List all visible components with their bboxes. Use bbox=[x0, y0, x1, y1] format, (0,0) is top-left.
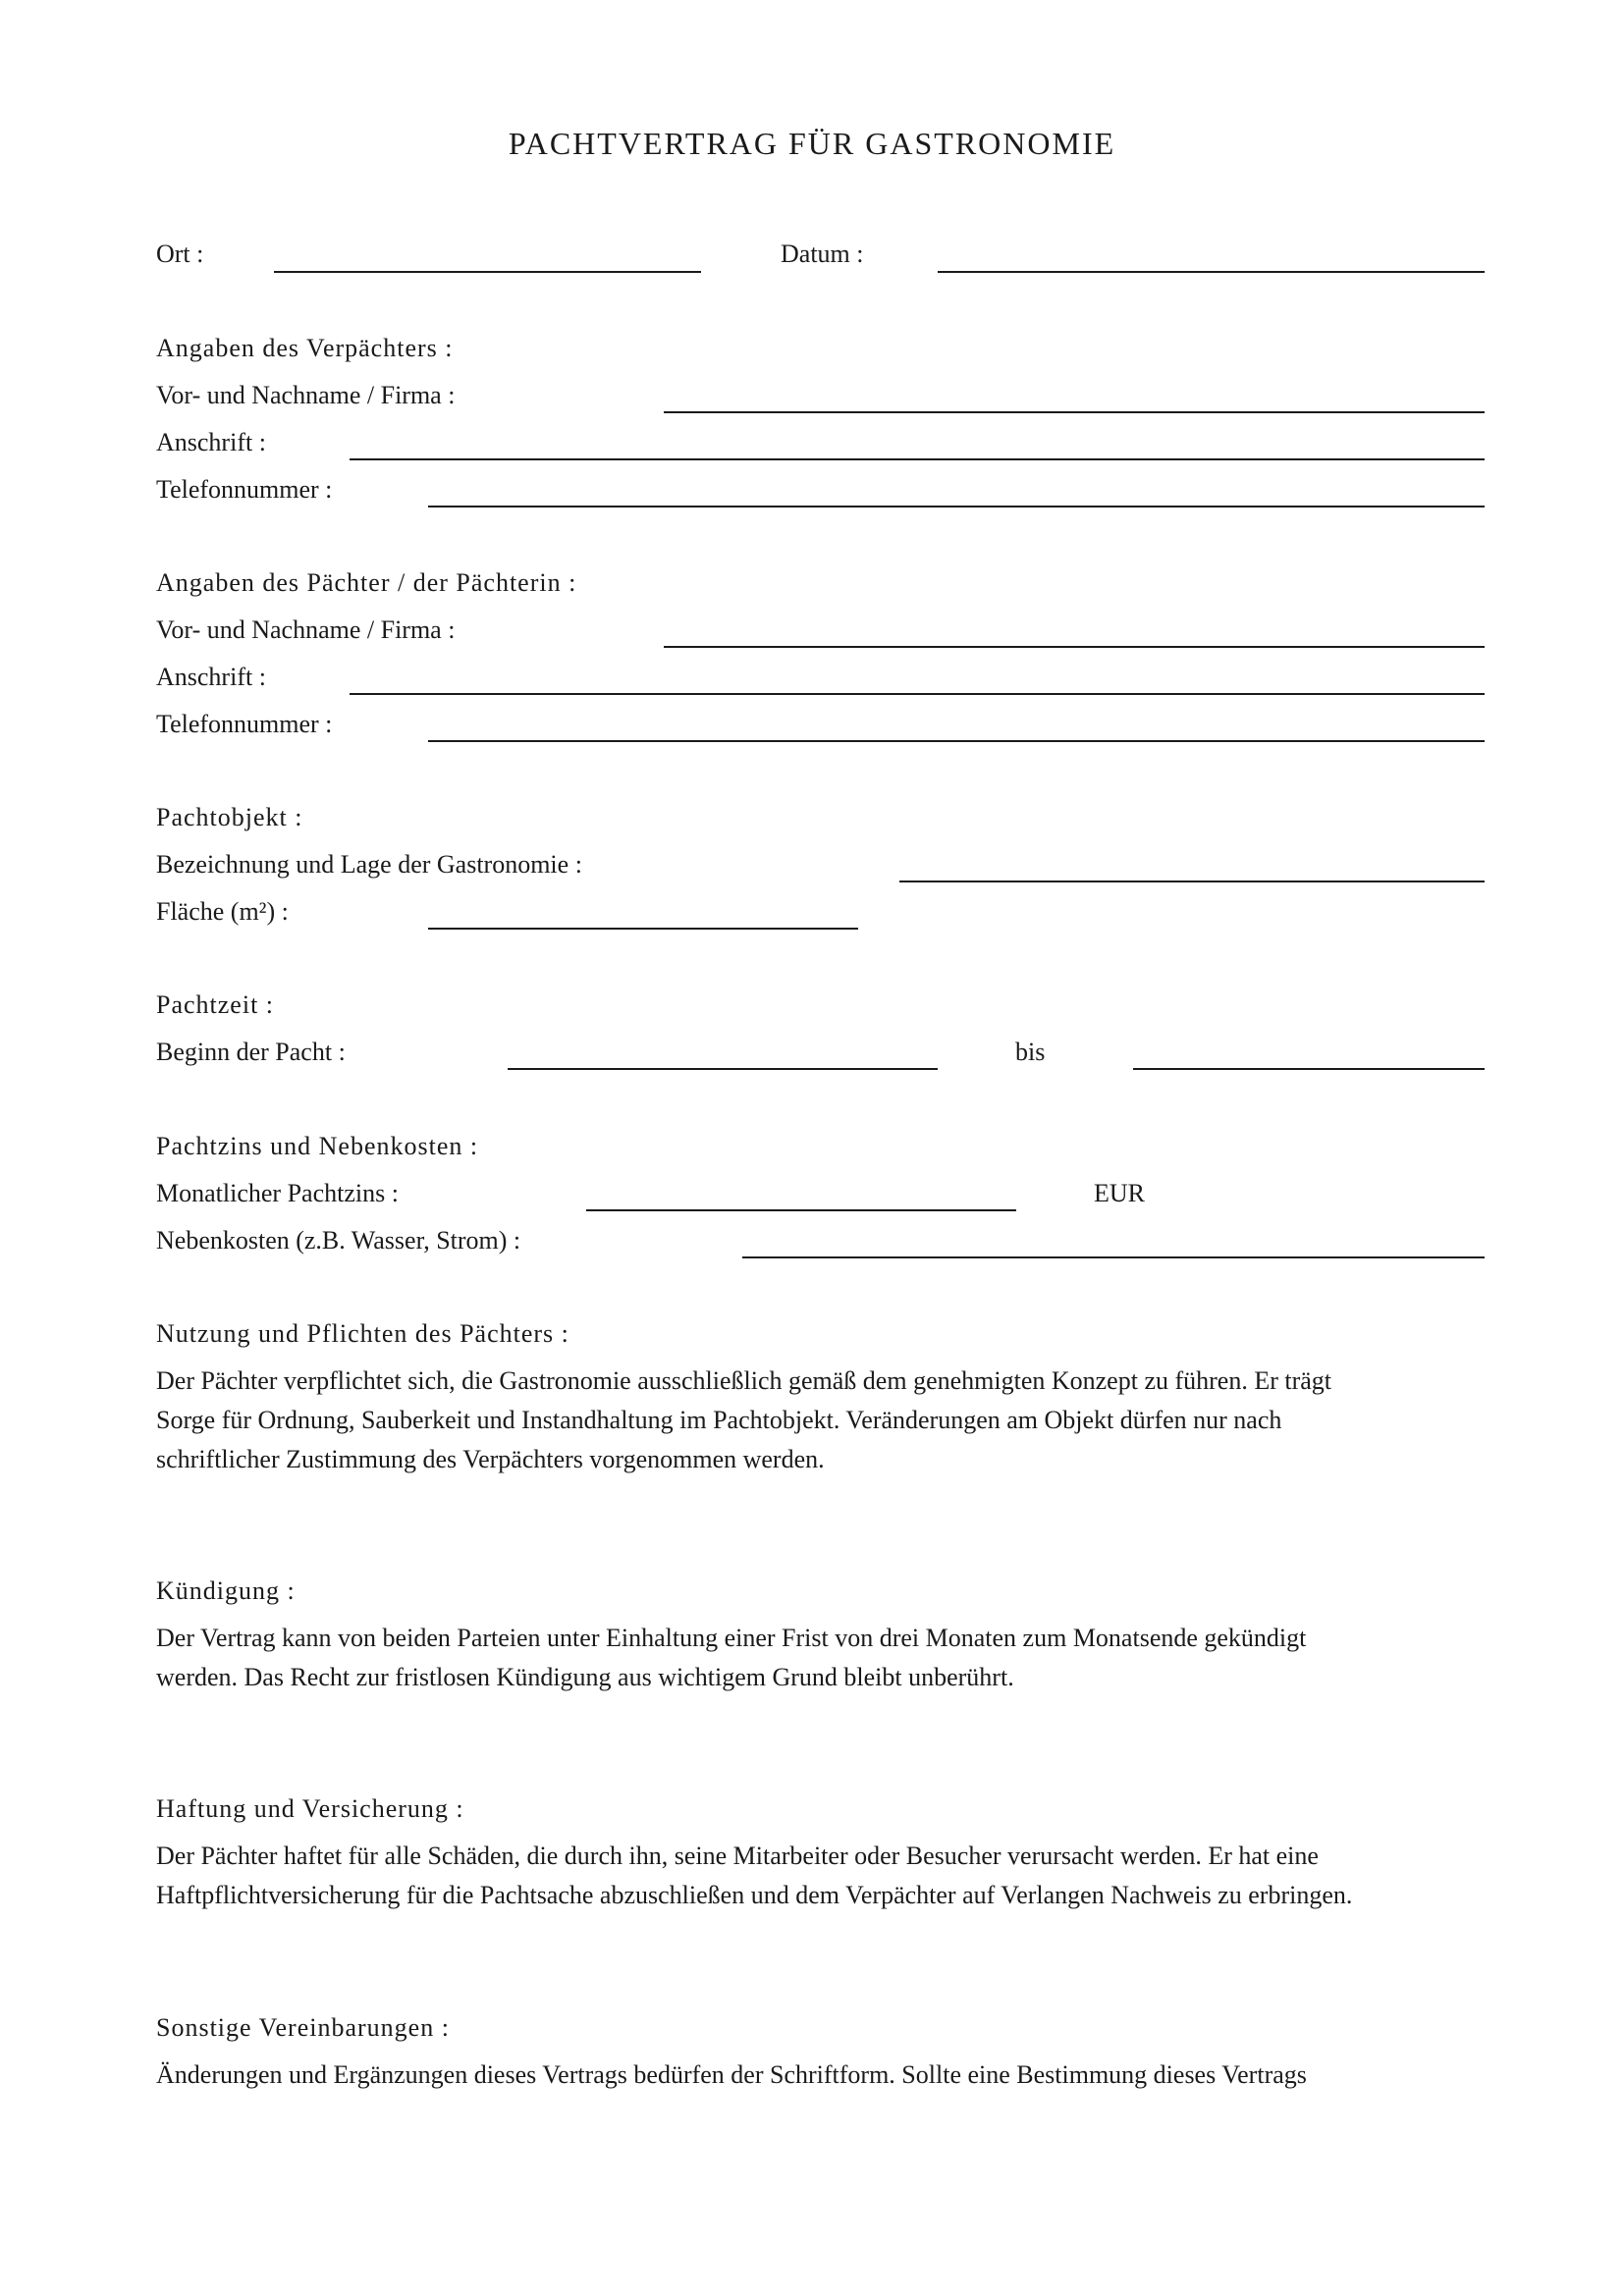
pachtzeit-heading: Pachtzeit : bbox=[156, 990, 275, 1019]
paechter-name-label: Vor- und Nachname / Firma : bbox=[156, 615, 456, 644]
paechter-anschrift-label: Anschrift : bbox=[156, 663, 266, 691]
nutzung-heading: Nutzung und Pflichten des Pächters : bbox=[156, 1319, 569, 1348]
datum-field[interactable] bbox=[938, 271, 1485, 273]
paragraph-line: werden. Das Recht zur fristlosen Kündigung aus wichtigem Grund bleibt unberührt. bbox=[156, 1663, 1014, 1691]
haftung-heading: Haftung und Versicherung : bbox=[156, 1794, 464, 1823]
verpaechter-heading: Angaben des Verpächters : bbox=[156, 334, 454, 362]
kuendigung-paragraph bbox=[156, 1619, 1531, 1697]
kuendigung-heading: Kündigung : bbox=[156, 1576, 296, 1605]
bis-label: bis bbox=[1015, 1038, 1046, 1066]
bezeichnung-label: Bezeichnung und Lage der Gastronomie : bbox=[156, 850, 582, 879]
document-title: PACHTVERTRAG FÜR GASTRONOMIE bbox=[508, 126, 1116, 161]
paechter-telefon-label: Telefonnummer : bbox=[156, 710, 333, 738]
flaeche-field[interactable] bbox=[428, 928, 858, 930]
datum-label: Datum : bbox=[781, 240, 864, 268]
paragraph-line: Der Pächter verpflichtet sich, die Gastronomie ausschließlich gemäß dem genehmigten Konzept zu führen. Er trägt bbox=[156, 1366, 1332, 1395]
paechter-telefon-field[interactable] bbox=[428, 740, 1485, 742]
paragraph-line: Änderungen und Ergänzungen dieses Vertrags bedürfen der Schriftform. Sollte eine Bestimmung dieses Vertrags bbox=[156, 2060, 1307, 2089]
paechter-name-field[interactable] bbox=[664, 646, 1485, 648]
sonstige-paragraph bbox=[156, 2056, 1531, 2095]
monatlich-field[interactable] bbox=[586, 1209, 1016, 1211]
verpaechter-anschrift-field[interactable] bbox=[350, 458, 1485, 460]
sonstige-heading: Sonstige Vereinbarungen : bbox=[156, 2013, 450, 2042]
paragraph-line: Der Pächter haftet für alle Schäden, die durch ihn, seine Mitarbeiter oder Besucher verursacht werden. Er hat eine bbox=[156, 1842, 1319, 1870]
ort-label: Ort : bbox=[156, 240, 204, 268]
flaeche-label: Fläche (m²) : bbox=[156, 897, 289, 926]
bezeichnung-field[interactable] bbox=[899, 881, 1485, 882]
monatlich-label: Monatlicher Pachtzins : bbox=[156, 1179, 399, 1207]
paragraph-line: schriftlicher Zustimmung des Verpächters vorgenommen werden. bbox=[156, 1445, 825, 1473]
pachtobjekt-heading: Pachtobjekt : bbox=[156, 803, 303, 831]
paragraph-line: Der Vertrag kann von beiden Parteien unter Einhaltung einer Frist von drei Monaten zum Monatsende gekündigt bbox=[156, 1624, 1307, 1652]
verpaechter-telefon-field[interactable] bbox=[428, 506, 1485, 507]
paechter-heading: Angaben des Pächter / der Pächterin : bbox=[156, 568, 577, 597]
nebenkosten-label: Nebenkosten (z.B. Wasser, Strom) : bbox=[156, 1226, 521, 1255]
pachtzins-heading: Pachtzins und Nebenkosten : bbox=[156, 1132, 479, 1160]
verpaechter-anschrift-label: Anschrift : bbox=[156, 428, 266, 456]
paragraph-line: Haftpflichtversicherung für die Pachtsache abzuschließen und dem Verpächter auf Verlangen Nachweis zu erbringen. bbox=[156, 1881, 1353, 1909]
verpaechter-name-label: Vor- und Nachname / Firma : bbox=[156, 381, 456, 409]
ort-field[interactable] bbox=[274, 271, 701, 273]
nutzung-paragraph bbox=[156, 1362, 1531, 1479]
currency-label: EUR bbox=[1094, 1179, 1145, 1207]
beginn-label: Beginn der Pacht : bbox=[156, 1038, 346, 1066]
ende-field[interactable] bbox=[1133, 1068, 1485, 1070]
verpaechter-telefon-label: Telefonnummer : bbox=[156, 475, 333, 504]
beginn-field[interactable] bbox=[508, 1068, 938, 1070]
paechter-anschrift-field[interactable] bbox=[350, 693, 1485, 695]
paragraph-line: Sorge für Ordnung, Sauberkeit und Instandhaltung im Pachtobjekt. Veränderungen am Objekt dürfen nur nach bbox=[156, 1406, 1282, 1434]
verpaechter-name-field[interactable] bbox=[664, 411, 1485, 413]
haftung-paragraph bbox=[156, 1837, 1531, 1915]
nebenkosten-field[interactable] bbox=[742, 1256, 1485, 1258]
